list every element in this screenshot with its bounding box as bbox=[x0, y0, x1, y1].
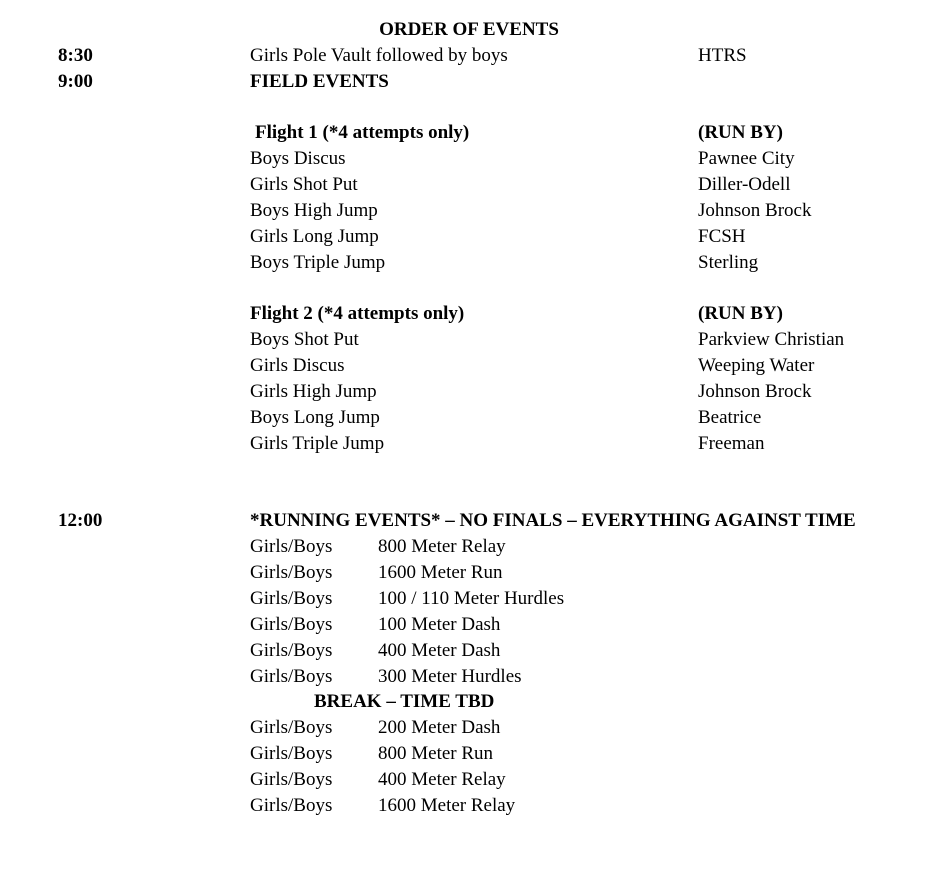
run-by: Freeman bbox=[698, 433, 765, 454]
run-by: FCSH bbox=[698, 226, 746, 247]
event-name: Girls Shot Put bbox=[250, 174, 358, 195]
event-name: Boys Long Jump bbox=[250, 407, 380, 428]
event-name: Boys Triple Jump bbox=[250, 252, 386, 273]
event-name: Boys High Jump bbox=[250, 200, 378, 221]
event-name: 400 Meter Dash bbox=[378, 640, 501, 661]
event-name: Girls Pole Vault followed by boys bbox=[250, 45, 508, 66]
event-group: Girls/Boys bbox=[250, 795, 333, 816]
flight-heading: Flight 1 (*4 attempts only) bbox=[255, 122, 470, 143]
event-name: Girls High Jump bbox=[250, 381, 377, 402]
run-by: Johnson Brock bbox=[698, 200, 812, 221]
run-by: Diller-Odell bbox=[698, 174, 791, 195]
run-by: Beatrice bbox=[698, 407, 762, 428]
event-name: Girls Long Jump bbox=[250, 226, 379, 247]
event-group: Girls/Boys bbox=[250, 743, 333, 764]
event-name: Boys Discus bbox=[250, 148, 346, 169]
event-group: Girls/Boys bbox=[250, 562, 333, 583]
event-name: Girls Discus bbox=[250, 355, 345, 376]
event-name: 800 Meter Run bbox=[378, 743, 494, 764]
run-by: Weeping Water bbox=[698, 355, 815, 376]
event-name: 300 Meter Hurdles bbox=[378, 666, 522, 687]
event-group: Girls/Boys bbox=[250, 588, 333, 609]
page-title: ORDER OF EVENTS bbox=[379, 19, 559, 40]
event-name: 100 Meter Dash bbox=[378, 614, 501, 635]
event-group: Girls/Boys bbox=[250, 666, 333, 687]
event-name: 400 Meter Relay bbox=[378, 769, 506, 790]
time-label: 12:00 bbox=[58, 510, 103, 531]
event-name: 1600 Meter Run bbox=[378, 562, 503, 583]
run-by: Pawnee City bbox=[698, 148, 795, 169]
section-heading: *RUNNING EVENTS* – NO FINALS – EVERYTHING AGAINST TIME bbox=[250, 510, 856, 531]
event-group: Girls/Boys bbox=[250, 769, 333, 790]
event-name: 200 Meter Dash bbox=[378, 717, 501, 738]
event-group: Girls/Boys bbox=[250, 614, 333, 635]
flight-heading: Flight 2 (*4 attempts only) bbox=[250, 303, 465, 324]
run-by: HTRS bbox=[698, 45, 747, 66]
run-by: Sterling bbox=[698, 252, 759, 273]
event-name: 100 / 110 Meter Hurdles bbox=[378, 588, 565, 609]
time-label: 9:00 bbox=[58, 71, 93, 92]
event-group: Girls/Boys bbox=[250, 717, 333, 738]
section-heading: FIELD EVENTS bbox=[250, 71, 389, 92]
run-by-heading: (RUN BY) bbox=[698, 303, 783, 324]
event-group: Girls/Boys bbox=[250, 536, 333, 557]
event-name: 800 Meter Relay bbox=[378, 536, 506, 557]
run-by-heading: (RUN BY) bbox=[698, 122, 783, 143]
event-name: 1600 Meter Relay bbox=[378, 795, 516, 816]
event-name: Boys Shot Put bbox=[250, 329, 359, 350]
event-group: Girls/Boys bbox=[250, 640, 333, 661]
event-name: Girls Triple Jump bbox=[250, 433, 385, 454]
run-by: Johnson Brock bbox=[698, 381, 812, 402]
time-label: 8:30 bbox=[58, 45, 93, 66]
break-heading: BREAK – TIME TBD bbox=[314, 691, 495, 712]
run-by: Parkview Christian bbox=[698, 329, 845, 350]
